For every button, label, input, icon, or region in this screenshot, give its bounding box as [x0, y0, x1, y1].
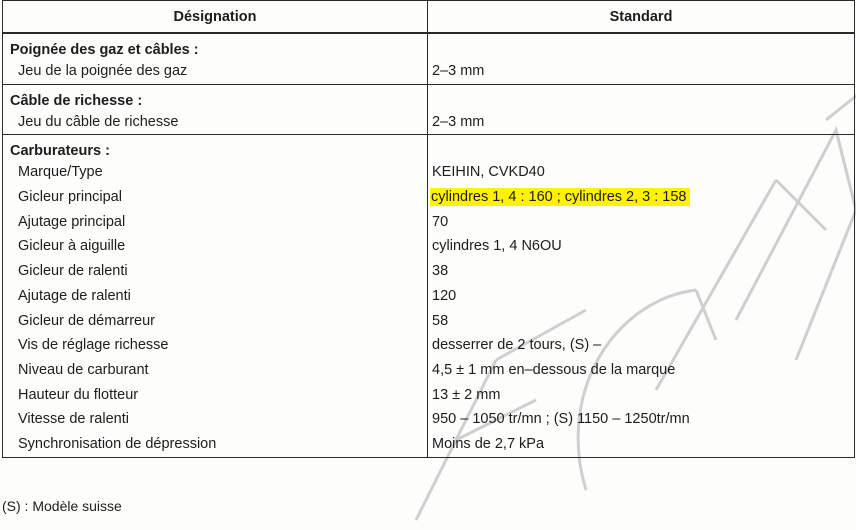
row-label: Marque/Type: [18, 164, 103, 181]
row-value: Moins de 2,7 kPa: [432, 435, 545, 452]
standard-header: Standard: [428, 1, 855, 34]
footnote: (S) : Modèle suisse: [2, 498, 122, 514]
row-value: cylindres 1, 4 N6OU: [432, 238, 562, 255]
row-value: 4,5 ± 1 mm en–dessous de la marque: [432, 361, 676, 378]
row-value: 70: [432, 213, 449, 230]
row-label: Vis de réglage richesse: [18, 337, 169, 354]
row-label: Gicleur principal: [18, 189, 122, 206]
row-label: Synchronisation de dépression: [18, 435, 217, 452]
specification-table: [2, 0, 855, 458]
row-value: desserrer de 2 tours, (S) –: [432, 337, 602, 354]
section-carburetors: [3, 135, 855, 457]
section-throttle: [3, 33, 855, 84]
row-label: Gicleur à aiguille: [18, 238, 126, 255]
row-value: 2–3 mm: [432, 113, 485, 130]
designation-header: Désignation: [3, 1, 428, 34]
row-label: Gicleur de démarreur: [18, 312, 155, 329]
row-label: Hauteur du flotteur: [18, 386, 139, 403]
section-title: Poignée des gaz et câbles :: [10, 42, 199, 58]
section-title: Câble de richesse :: [10, 92, 143, 109]
row-label: Jeu du câble de richesse: [18, 113, 179, 130]
row-label: Ajutage principal: [18, 213, 126, 230]
row-value: 2–3 mm: [432, 63, 485, 79]
section-choke-cable: [3, 84, 855, 135]
row-value: KEIHIN, CVKD40: [432, 164, 545, 181]
row-label: Niveau de carburant: [18, 361, 149, 378]
row-value: 13 ± 2 mm: [432, 386, 501, 403]
row-value: 120: [432, 287, 457, 304]
row-value: 950 – 1050 tr/mn ; (S) 1150 – 1250tr/mn: [432, 411, 690, 428]
row-label: Ajutage de ralenti: [18, 287, 131, 304]
row-label: Vitesse de ralenti: [18, 411, 129, 428]
section-title: Carburateurs :: [10, 143, 110, 160]
row-label: Jeu de la poignée des gaz: [18, 63, 188, 79]
row-label: Gicleur de ralenti: [18, 263, 128, 280]
row-value: 58: [432, 312, 449, 329]
row-value: 38: [432, 263, 449, 280]
highlighted-row-value: cylindres 1, 4 : 160 ; cylindres 2, 3 : 158: [430, 188, 690, 206]
